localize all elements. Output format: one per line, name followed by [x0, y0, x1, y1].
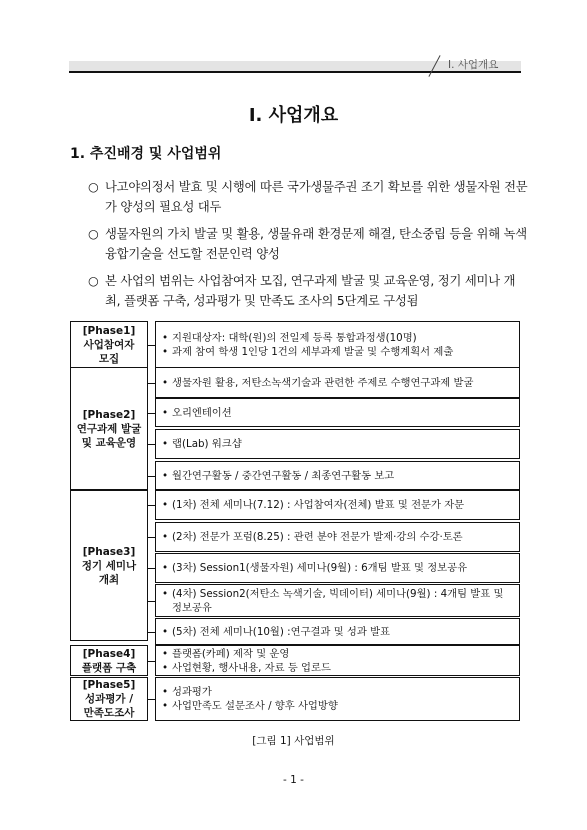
- phase-item: [162, 345, 513, 359]
- bullet-marker: ○: [88, 180, 99, 194]
- phase-item-box: [155, 490, 520, 520]
- bullet-dot: •: [162, 625, 169, 638]
- phase-item: [162, 437, 513, 451]
- connector-line: [148, 568, 155, 569]
- connector-line: [148, 505, 155, 506]
- connector-line: [148, 413, 155, 414]
- phase-label: [70, 677, 148, 721]
- phase-label-text: [Phase4] 플랫폼 구축: [81, 647, 137, 674]
- phase-item-text: (5차) 전체 세미나(10월) :연구결과 및 성과 발표: [172, 625, 390, 638]
- phase-item: [162, 661, 513, 675]
- bullet-text: 본 사업의 범위는 사업참여자 모집, 연구과제 발굴 및 교육운영, 정기 세미나 개최, 플랫폼 구축, 성과평가 및 만족도 조사의 5단계로 구성됨: [105, 274, 516, 308]
- phase-item: [162, 647, 513, 661]
- bullet-dot: •: [162, 686, 169, 698]
- phase-item: [162, 406, 513, 420]
- phase-item: [162, 685, 513, 699]
- bullet-text: 나고야의정서 발효 및 시행에 따른 국가생물주권 조기 확보를 위한 생물자원 전문가 양성의 필요성 대두: [105, 180, 528, 214]
- phase-item-box: [155, 321, 520, 368]
- bullet-dot: •: [162, 331, 169, 344]
- bullet-dot: •: [162, 406, 169, 419]
- phase-item-box: [155, 618, 520, 645]
- bullet-dot: •: [162, 647, 169, 660]
- page-number: - 1 -: [283, 774, 304, 786]
- phase-item-box: [155, 677, 520, 721]
- phase-item-text: (3차) Session1(생물자원) 세미나(9월) : 6개팀 발표 및 정보공유: [172, 562, 468, 574]
- phase-label-text: [Phase1] 사업참여자 모집: [82, 324, 136, 365]
- phase-label-text: [Phase2] 연구과제 발굴 및 교육운영: [76, 408, 142, 449]
- phase-item-text: 과제 참여 학생 1인당 1건의 세부과제 발굴 및 수행계획서 제출: [172, 345, 454, 358]
- connector-line: [148, 632, 155, 633]
- connector-line: [148, 537, 155, 538]
- phase-item: [162, 699, 513, 713]
- phase-item-box: [155, 553, 520, 583]
- phase-item-text: 지원대상자: 대학(원)의 전일제 등록 통합과정생(10명): [172, 331, 417, 344]
- phase-item-text: (1차) 전체 세미나(7.12) : 사업참여자(전체) 발표 및 전문가 자문: [172, 499, 465, 511]
- phase-item-text: 사업만족도 설문조사 / 향후 사업방향: [172, 700, 338, 712]
- connector-line: [148, 699, 155, 700]
- phase-item: [162, 498, 513, 512]
- phase-item: [162, 561, 513, 575]
- phase-label: [70, 321, 148, 368]
- phase-label: [70, 645, 148, 676]
- bullet-item: [88, 224, 528, 264]
- phase-item-text: 월간연구활동 / 중간연구활동 / 최종연구활동 보고: [172, 469, 395, 482]
- bullet-dot: •: [162, 499, 169, 511]
- bullet-marker: ○: [88, 274, 99, 288]
- phase-label-text: [Phase5] 성과평가 / 만족도조사: [82, 679, 136, 719]
- header-section-tab: Ⅰ. 사업개요: [448, 59, 499, 71]
- phase-item-box: [155, 522, 520, 552]
- bullet-dot: •: [162, 376, 169, 389]
- bullet-dot: •: [162, 562, 169, 574]
- phase-item: [162, 625, 513, 639]
- phase-item: [162, 469, 513, 483]
- bullet-item: [88, 177, 528, 217]
- phase-item: [162, 331, 513, 345]
- bullet-dot: •: [162, 700, 169, 712]
- phase-label-text: [Phase3] 정기 세미나 개최: [81, 545, 137, 586]
- bullet-item: [88, 271, 528, 311]
- phase-item: [162, 587, 513, 615]
- phase-item: [162, 530, 513, 544]
- connector-line: [148, 345, 155, 346]
- bullet-dot: •: [162, 531, 169, 543]
- bullet-text: 생물자원의 가치 발굴 및 활용, 생물유래 환경문제 해결, 탄소중립 등을 위해 녹색융합기술을 선도할 전문인력 양성: [105, 227, 527, 261]
- connector-line: [148, 476, 155, 477]
- phase-item-text: 사업현황, 행사내용, 자료 등 업로드: [172, 661, 331, 674]
- page-title: Ⅰ. 사업개요: [248, 105, 339, 126]
- connector-line: [148, 383, 155, 384]
- phase-label: [70, 490, 148, 641]
- phase-item-text: 성과평가: [172, 686, 212, 698]
- phase-item-text: (2차) 전문가 포럼(8.25) : 관련 분야 전문가 발제·강의 수강·토론: [172, 531, 463, 543]
- connector-line: [148, 444, 155, 445]
- phase-item-box: [155, 398, 520, 427]
- phase-item: [162, 376, 513, 390]
- phase-item-box: [155, 367, 520, 398]
- connector-line: [148, 661, 155, 662]
- phase-item-box: [155, 645, 520, 676]
- phase-label: [70, 367, 148, 490]
- connector-line: [148, 601, 155, 602]
- phase-item-box: [155, 584, 520, 617]
- bullet-marker: ○: [88, 227, 99, 241]
- bullet-dot: •: [162, 438, 169, 450]
- phase-item-text: 플랫폼(카페) 제작 및 운영: [172, 647, 290, 660]
- bullet-dot: •: [162, 345, 169, 358]
- bullet-dot: •: [162, 587, 169, 600]
- phase-item-text: (4차) Session2(저탄소 녹색기술, 빅데이터) 세미나(9월) : 4개팀 발표 및 정보공유: [172, 587, 504, 614]
- section-title: 1. 추진배경 및 사업범위: [70, 146, 222, 162]
- phase-item-box: [155, 429, 520, 459]
- phase-item-text: 오리엔테이션: [172, 406, 232, 419]
- phase-item-box: [155, 461, 520, 490]
- bullet-dot: •: [162, 661, 169, 674]
- phase-item-text: 랩(Lab) 워크샵: [172, 438, 242, 450]
- bullet-dot: •: [162, 469, 169, 482]
- figure-caption: [그림 1] 사업범위: [252, 735, 335, 747]
- phase-item-text: 생물자원 활용, 저탄소녹색기술과 관련한 주제로 수행연구과제 발굴: [172, 376, 474, 389]
